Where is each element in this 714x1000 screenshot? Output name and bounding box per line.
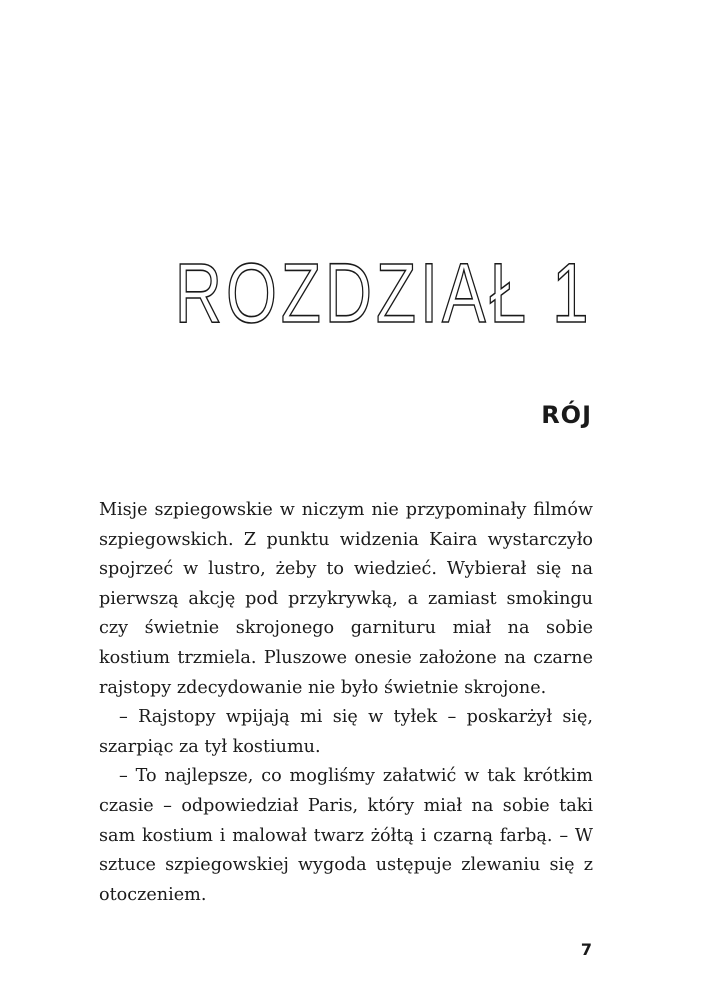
chapter-heading-text: ROZDZIAŁ 1 [174, 246, 592, 340]
chapter-title: RÓJ [541, 401, 592, 429]
page-number: 7 [580, 940, 592, 959]
paragraph: – To najlepsze, co mogliśmy załatwić w tak krótkim czasie – odpowiedział Paris, który miał na sobie taki sam kostium i malował twarz żółtą i czarną farbą. – W sztuce szpiegowskiej wygoda ustępuje zlewaniu się z otoczeniem. [99, 766, 593, 905]
body-text [99, 496, 593, 910]
paragraph: Misje szpiegowskie w niczym nie przypominały filmów szpiegowskich. Z punktu widzenia Kaira wystarczyło spojrzeć w lustro, żeby to wiedzieć. Wybierał się na pierwszą akcję pod przykrywką, a zamiast smokingu czy świetnie skrojonego garnituru miał na sobie kostium trzmiela. Pluszowe onesie założone na czarne rajstopy zdecydowanie nie było świetnie skrojone. [99, 500, 593, 698]
paragraph: – Rajstopy wpijają mi się w tyłek – poskarżył się, szarpiąc za tył kostiumu. [99, 707, 593, 757]
chapter-heading [174, 248, 592, 338]
